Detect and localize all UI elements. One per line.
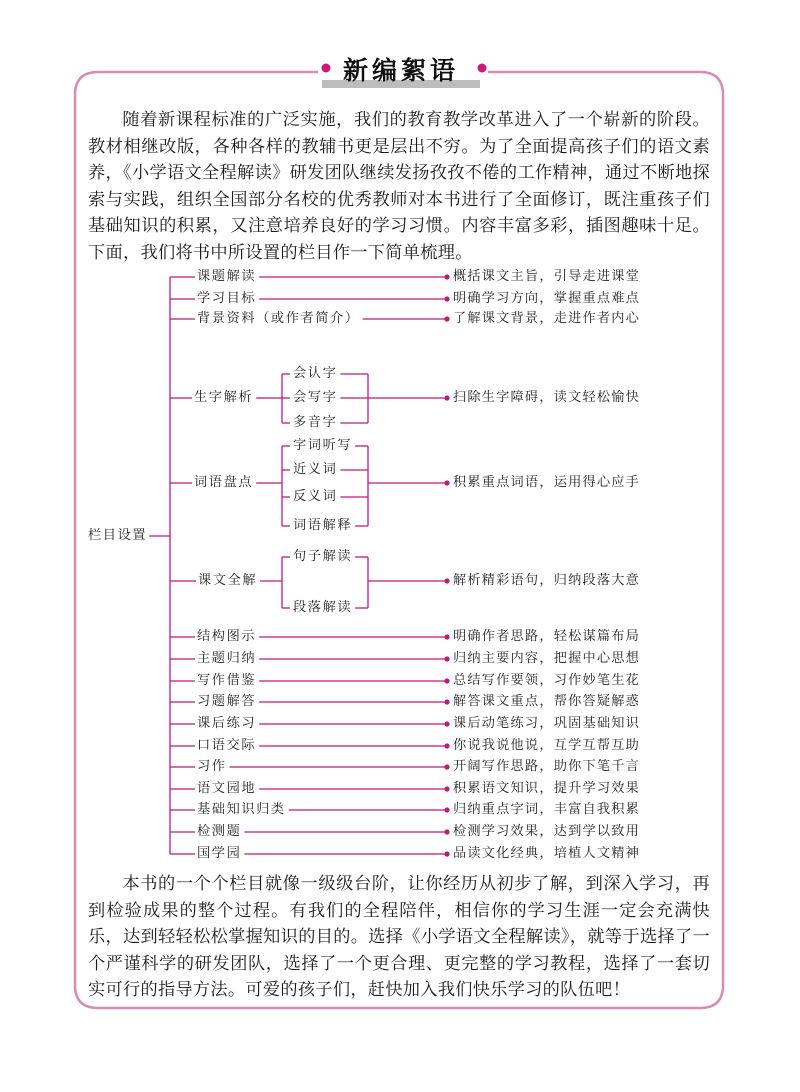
- category-label: 学习目标: [197, 291, 257, 306]
- intro-paragraph: [88, 107, 710, 266]
- desc-bullet: [444, 656, 449, 661]
- sub-item-label: 词语解释: [293, 518, 353, 533]
- category-description: 总结写作要领，习作妙笔生花: [453, 673, 641, 688]
- outro-text: 本书的一个个栏目就像一级级台阶，让你经历从初步了解，到深入学习，再到检验成果的整个过程。有我们的全程陪伴，相信你的学习生涯一定会充满快乐，达到轻轻松松掌握知识的目的。选择《小学语文全程解读》，就等于选择了一个严谨科学的研发团队，选择了一个更合理、更完整的学习教程，选择了一套切实可行的指导方法。可爱的孩子们，赶快加入我们快乐学习的队伍吧！: [88, 874, 710, 1000]
- desc-bullet: [444, 316, 449, 321]
- category-description: 明确学习方向，掌握重点难点: [453, 291, 641, 306]
- desc-bullet: [444, 296, 449, 301]
- sub-item-label: 会认字: [293, 366, 338, 381]
- outro-paragraph: [88, 871, 710, 1004]
- category-label: 习作: [197, 759, 227, 774]
- category-label: 词语盘点: [194, 475, 254, 490]
- category-label: 背景资料（或作者简介）: [197, 311, 360, 326]
- sub-item-label: 近义词: [293, 462, 338, 477]
- sub-item-label: 字词听写: [293, 438, 353, 453]
- sub-item-label: 反义词: [293, 489, 338, 504]
- desc-bullet: [444, 764, 449, 769]
- sub-item-label: 多音字: [293, 415, 338, 430]
- sub-item-label: 会写字: [293, 390, 338, 405]
- page-title: 新编絮语: [342, 56, 459, 85]
- category-description: 你说我说他说，互学互帮互助: [453, 738, 641, 753]
- root-label: 栏目设置: [88, 528, 148, 543]
- desc-bullet: [444, 829, 449, 834]
- category-description: 归纳主要内容，把握中心思想: [453, 651, 641, 666]
- desc-bullet: [444, 678, 449, 683]
- desc-bullet: [444, 274, 449, 279]
- category-description: 归纳重点字词，丰富自我积累: [453, 802, 641, 817]
- category-label: 课文全解: [198, 573, 258, 588]
- category-description: 了解课文背景，走进作者内心: [453, 311, 641, 326]
- intro-text: 随着新课程标准的广泛实施，我们的教育教学改革进入了一个崭新的阶段。教材相继改版，各种各样的教辅书更是层出不穷。为了全面提高孩子们的语文素养，《小学语文全程解读》研发团队继续发扬孜孜不倦的工作精神，通过不断地探索与实践，组织全国部分名校的优秀教师对本书进行了全面修订，既注重孩子们基础知识的积累，又注意培养良好的学习习惯。内容丰富多彩，插图趣味十足。下面，我们将书中所设置的栏目作一下简单梳理。: [88, 110, 710, 263]
- sub-item-label: 段落解读: [293, 600, 353, 615]
- category-label: 课题解读: [197, 269, 257, 284]
- category-description: 检测学习效果，达到学以致用: [453, 824, 641, 839]
- category-label: 基础知识归类: [197, 802, 286, 817]
- category-description: 解答课文重点，帮你答疑解惑: [453, 694, 641, 709]
- desc-bullet: [444, 395, 449, 400]
- category-description: 品读文化经典，培植人文精神: [453, 846, 641, 861]
- category-description: 扫除生字障碍，读文轻松愉快: [453, 390, 641, 405]
- category-label: 结构图示: [197, 629, 257, 644]
- desc-bullet: [444, 699, 449, 704]
- sub-item-label: 句子解读: [293, 549, 353, 564]
- desc-bullet: [444, 721, 449, 726]
- title-right-dot: [478, 64, 487, 73]
- category-description: 课后动笔练习，巩固基础知识: [453, 716, 641, 731]
- category-label: 课后练习: [197, 716, 257, 731]
- category-label: 主题归纳: [197, 651, 257, 666]
- category-description: 开阔写作思路，助你下笔千言: [453, 759, 641, 774]
- category-label: 国学园: [197, 846, 242, 861]
- category-description: 积累语文知识，提升学习效果: [453, 781, 641, 796]
- category-label: 语文园地: [197, 781, 257, 796]
- desc-bullet: [444, 807, 449, 812]
- desc-bullet: [444, 578, 449, 583]
- category-description: 明确作者思路，轻松谋篇布局: [453, 629, 641, 644]
- category-label: 口语交际: [197, 738, 257, 753]
- desc-bullet: [444, 743, 449, 748]
- desc-bullet: [444, 634, 449, 639]
- category-label: 检测题: [197, 824, 242, 839]
- category-label: 生字解析: [194, 390, 254, 405]
- category-description: 概括课文主旨，引导走进课堂: [453, 269, 641, 284]
- category-label: 习题解答: [197, 694, 257, 709]
- category-description: 积累重点词语，运用得心应手: [453, 475, 641, 490]
- desc-bullet: [444, 480, 449, 485]
- desc-bullet: [444, 851, 449, 856]
- desc-bullet: [444, 786, 449, 791]
- category-description: 解析精彩语句，归纳段落大意: [453, 573, 641, 588]
- category-label: 写作借鉴: [197, 673, 257, 688]
